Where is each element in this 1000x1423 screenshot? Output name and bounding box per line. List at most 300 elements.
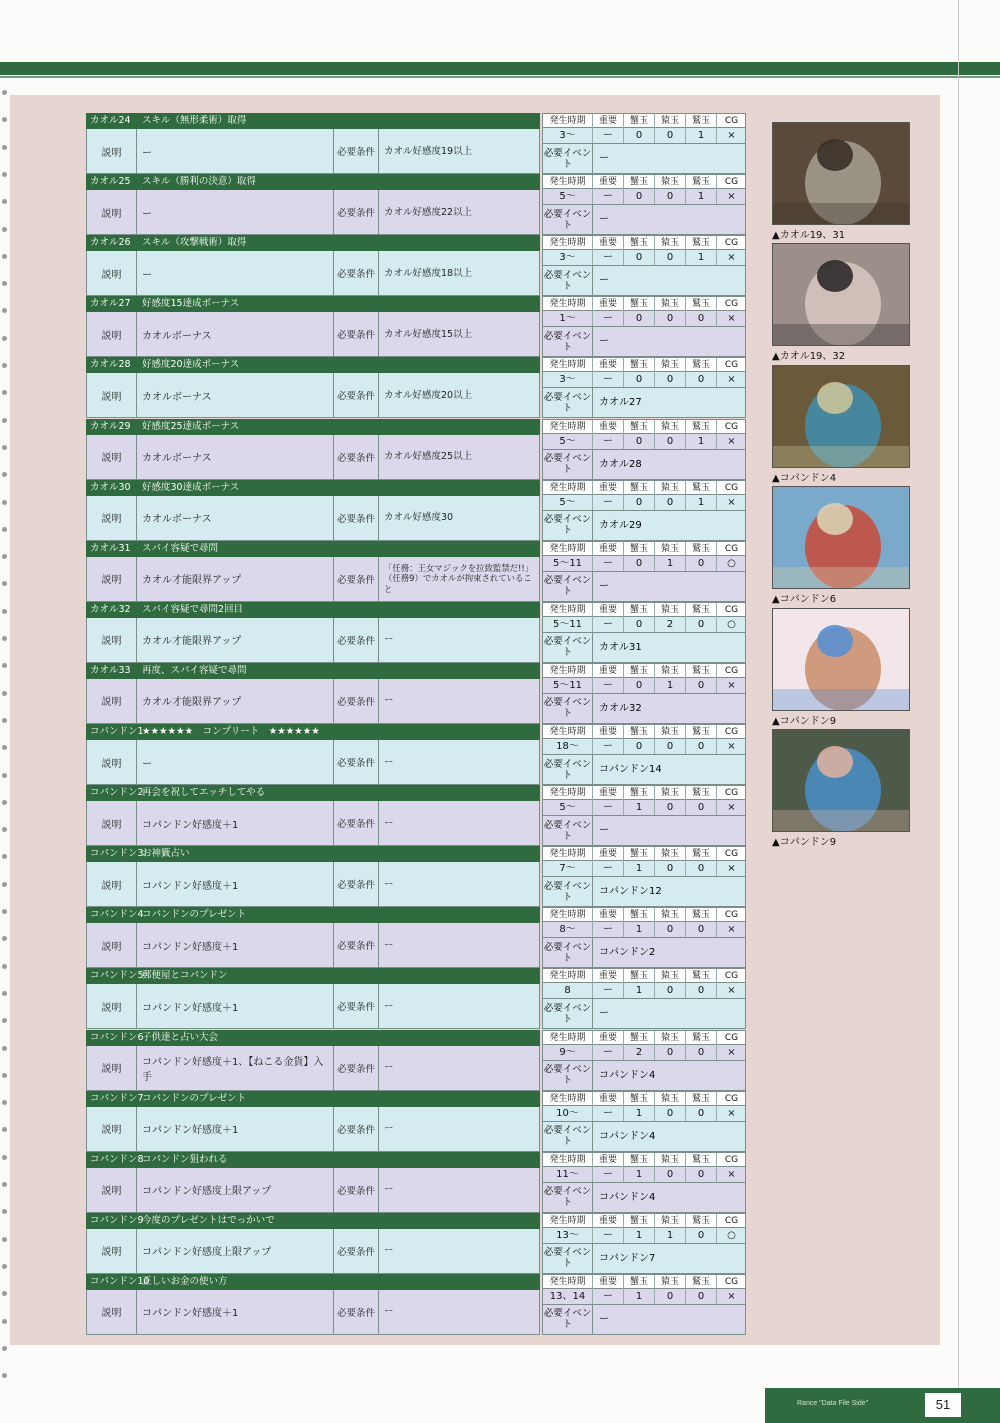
stat-header: 重要 xyxy=(593,664,624,678)
binding-hole xyxy=(2,1155,7,1160)
event-title: 好感度15達成ボーナス xyxy=(142,298,240,310)
event-id: コパンドン5 xyxy=(90,970,144,982)
event-header xyxy=(86,907,540,923)
stat-eagle: 0 xyxy=(686,311,717,326)
event-stats xyxy=(542,419,746,480)
requirement-value: ー xyxy=(384,878,394,890)
event-title: 郵便屋とコパンドン xyxy=(142,970,228,982)
stat-eagle: 0 xyxy=(686,617,717,632)
stat-time: 7～ xyxy=(543,861,593,876)
required-event-value: カオル31 xyxy=(599,641,642,653)
event-title: 再度、スパイ容疑で尋問 xyxy=(142,664,247,676)
event-header xyxy=(86,968,540,984)
stat-header: 発生時期 xyxy=(543,847,593,861)
stat-imp: ー xyxy=(593,1167,624,1182)
stat-header: 重要 xyxy=(593,1275,624,1289)
stat-header: 重要 xyxy=(593,542,624,556)
required-event-value: コパンドン2 xyxy=(599,947,656,959)
stat-value-row xyxy=(542,556,746,572)
required-event-row xyxy=(542,877,746,907)
stat-time: 3～ xyxy=(543,250,593,265)
required-event-value: ー xyxy=(599,825,609,837)
event-title: スキル（無形柔術）取得 xyxy=(142,115,247,126)
event-body xyxy=(86,618,540,663)
event-header xyxy=(86,1091,540,1107)
description-label: 説明 xyxy=(87,679,137,723)
stat-header: 蟹玉 xyxy=(624,420,655,434)
required-event-row xyxy=(542,511,746,541)
stat-monkey: 0 xyxy=(655,983,686,998)
required-event-row xyxy=(542,938,746,968)
description-value: ー xyxy=(137,129,334,173)
required-event-value: コパンドン7 xyxy=(599,1252,656,1264)
thumbnail-image xyxy=(773,730,910,832)
stat-imp: ー xyxy=(593,1289,624,1304)
description-value: コパンドン好感度上限アップ xyxy=(137,1168,334,1212)
description-value: コパンドン好感度＋1、【ねこる金貨】入手 xyxy=(137,1046,334,1090)
requirement-label: 必要条件 xyxy=(334,862,379,906)
required-event-row xyxy=(542,144,746,174)
stat-monkey: 0 xyxy=(655,922,686,937)
requirement-label: 必要条件 xyxy=(334,129,379,173)
screenshot-thumbnail xyxy=(772,122,910,225)
description-value: コパンドン好感度上限アップ xyxy=(137,1229,334,1273)
stat-imp: ー xyxy=(593,983,624,998)
stat-imp: ー xyxy=(593,861,624,876)
stat-header: 鷲玉 xyxy=(686,847,717,861)
thumbnail-caption: ▲コパンドン9 xyxy=(772,837,837,848)
stat-header: 猿玉 xyxy=(655,114,686,128)
stat-time: 5～ xyxy=(543,434,593,449)
thumbnail-image xyxy=(773,244,910,346)
event-row xyxy=(86,724,746,785)
stat-eagle: 0 xyxy=(686,678,717,693)
page-number: 51 xyxy=(925,1393,961,1417)
stat-header: 蟹玉 xyxy=(624,1092,655,1106)
required-event-row xyxy=(542,816,746,846)
stat-cg: × xyxy=(727,802,736,814)
stat-monkey: 0 xyxy=(655,250,686,265)
thumbnail-caption: ▲コパンドン4 xyxy=(772,472,837,484)
stat-cg: ○ xyxy=(727,618,736,630)
stat-header: 重要 xyxy=(593,420,624,434)
description-value: カオル才能限界アップ xyxy=(137,618,334,662)
stat-header: 重要 xyxy=(593,725,624,739)
stat-monkey: 1 xyxy=(655,1228,686,1243)
requirement-value: ー xyxy=(384,634,394,646)
stat-header: 蟹玉 xyxy=(624,603,655,617)
requirement-value: ー xyxy=(384,1000,394,1012)
binding-hole xyxy=(2,745,7,750)
stat-cg: × xyxy=(727,130,736,141)
description-label: 説明 xyxy=(87,435,137,479)
event-header xyxy=(86,663,540,679)
binding-hole xyxy=(2,1373,7,1378)
binding-hole xyxy=(2,964,7,969)
stat-cg: × xyxy=(727,313,736,325)
stat-crab: 0 xyxy=(624,556,655,571)
event-body xyxy=(86,923,540,968)
event-stats xyxy=(542,785,746,846)
stat-crab: 1 xyxy=(624,1228,655,1243)
event-title: ★★★★★★ コンプリート ★★★★★★ xyxy=(142,726,320,737)
event-body xyxy=(86,740,540,785)
stat-header: 発生時期 xyxy=(543,175,593,189)
requirement-value: ー xyxy=(384,1245,394,1257)
event-stats xyxy=(542,1213,746,1274)
stat-value-row xyxy=(542,1167,746,1183)
stat-header: 重要 xyxy=(593,175,624,189)
stat-imp: ー xyxy=(593,128,624,143)
stat-header: 鷲玉 xyxy=(686,236,717,250)
binding-hole xyxy=(2,663,7,668)
event-stats xyxy=(542,296,746,357)
stat-header: 鷲玉 xyxy=(686,664,717,678)
event-body xyxy=(86,190,540,235)
requirement-label: 必要条件 xyxy=(334,679,379,723)
binding-hole xyxy=(2,854,7,859)
description-value: カオルボーナス xyxy=(137,373,334,417)
stat-eagle: 0 xyxy=(686,1167,717,1182)
stat-imp: ー xyxy=(593,739,624,754)
stat-imp: ー xyxy=(593,617,624,632)
stat-header: 鷲玉 xyxy=(686,1153,717,1167)
stat-header: 発生時期 xyxy=(543,420,593,434)
event-header xyxy=(86,785,540,801)
event-row xyxy=(86,602,746,663)
right-margin-rule xyxy=(958,0,959,1423)
binding-hole xyxy=(2,418,7,423)
event-header xyxy=(86,296,540,312)
stat-value-row xyxy=(542,189,746,205)
stat-cg: × xyxy=(727,1168,736,1180)
event-row xyxy=(86,785,746,846)
event-id: カオル33 xyxy=(90,664,131,676)
event-stats xyxy=(542,968,746,1029)
description-value: ー xyxy=(137,190,334,234)
stat-header-row xyxy=(542,357,746,372)
binding-hole xyxy=(2,336,7,341)
binding-hole xyxy=(2,882,7,887)
stat-imp: ー xyxy=(593,434,624,449)
required-event-label: 必要イベント xyxy=(543,999,593,1028)
event-id: カオル32 xyxy=(90,603,131,615)
requirement-label: 必要条件 xyxy=(334,1046,379,1090)
required-event-row xyxy=(542,755,746,785)
required-event-value: ー xyxy=(599,580,609,592)
stat-header: 発生時期 xyxy=(543,542,593,556)
event-id: コパンドン10 xyxy=(90,1275,150,1287)
binding-hole xyxy=(2,936,7,941)
stat-value-row xyxy=(542,128,746,144)
stat-imp: ー xyxy=(593,250,624,265)
event-row xyxy=(86,357,746,418)
requirement-label: 必要条件 xyxy=(334,251,379,295)
stat-header: 猿玉 xyxy=(655,786,686,800)
thumbnail-image xyxy=(773,609,910,711)
event-id: カオル30 xyxy=(90,481,131,493)
event-id: コパンドン3 xyxy=(90,848,144,860)
event-id: カオル24 xyxy=(90,115,131,126)
stat-imp: ー xyxy=(593,495,624,510)
stat-header: 鷲玉 xyxy=(686,175,717,189)
stat-eagle: 1 xyxy=(686,189,717,204)
stat-value-row xyxy=(542,1289,746,1305)
stat-header-row xyxy=(542,907,746,922)
event-row xyxy=(86,480,746,541)
stat-value-row xyxy=(542,983,746,999)
event-body xyxy=(86,251,540,296)
requirement-value: ー xyxy=(384,817,394,829)
stat-crab: 0 xyxy=(624,372,655,387)
description-label: 説明 xyxy=(87,373,137,417)
stat-header: 蟹玉 xyxy=(624,114,655,128)
stat-value-row xyxy=(542,1106,746,1122)
stat-crab: 0 xyxy=(624,189,655,204)
stat-header: 猿玉 xyxy=(655,1092,686,1106)
binding-hole xyxy=(2,636,7,641)
stat-cg: × xyxy=(727,1046,736,1058)
binding-hole xyxy=(2,718,7,723)
binding-hole xyxy=(2,1237,7,1242)
stat-cg: × xyxy=(727,924,736,936)
stat-header: 発生時期 xyxy=(543,297,593,311)
stat-header: 猿玉 xyxy=(655,603,686,617)
binding-holes xyxy=(2,90,8,1390)
stat-header: 鷲玉 xyxy=(686,420,717,434)
thumbnail-image xyxy=(773,366,910,468)
requirement-value: ー xyxy=(384,939,394,951)
binding-hole xyxy=(2,527,7,532)
event-body xyxy=(86,862,540,907)
stat-time: 5～11 xyxy=(543,617,593,632)
event-header xyxy=(86,174,540,190)
event-body xyxy=(86,1168,540,1213)
description-value: カオル才能限界アップ xyxy=(137,679,334,723)
stat-header: 発生時期 xyxy=(543,481,593,495)
requirement-value: 「任務：王女マジックを拉致監禁だ!!」（任務9）でカオルが拘束されていること xyxy=(384,562,534,594)
thumbnail-caption: ▲コパンドン6 xyxy=(772,594,837,606)
binding-hole xyxy=(2,1319,7,1324)
stat-crab: 1 xyxy=(624,922,655,937)
event-id: コパンドン6 xyxy=(90,1031,144,1043)
stat-header: 重要 xyxy=(593,603,624,617)
event-id: カオル29 xyxy=(90,420,131,432)
event-title: コパンドンのプレゼント xyxy=(142,909,247,921)
stat-header: 鷲玉 xyxy=(686,542,717,556)
requirement-value: ー xyxy=(384,1062,394,1073)
binding-hole xyxy=(2,1291,7,1296)
stat-header: 重要 xyxy=(593,297,624,311)
stat-eagle: 0 xyxy=(686,922,717,937)
stat-cg: × xyxy=(727,191,736,203)
stat-time: 13～ xyxy=(543,1228,593,1243)
binding-hole xyxy=(2,90,7,95)
stat-header: CG xyxy=(724,1154,739,1165)
stat-header-row xyxy=(542,1091,746,1106)
event-id: コパンドン4 xyxy=(90,909,144,921)
stat-header: 発生時期 xyxy=(543,1153,593,1167)
required-event-row xyxy=(542,1122,746,1152)
stat-cg: × xyxy=(727,496,736,508)
required-event-row xyxy=(542,266,746,296)
event-id: コパンドン9 xyxy=(90,1214,144,1226)
stat-imp: ー xyxy=(593,1228,624,1243)
stat-crab: 0 xyxy=(624,739,655,754)
stat-crab: 2 xyxy=(624,1045,655,1060)
stat-time: 3～ xyxy=(543,372,593,387)
stat-header: 猿玉 xyxy=(655,297,686,311)
requirement-value: カオル好感度25以上 xyxy=(384,451,473,462)
stat-crab: 0 xyxy=(624,311,655,326)
stat-header-row xyxy=(542,419,746,434)
event-header xyxy=(86,480,540,496)
description-label: 説明 xyxy=(87,1290,137,1334)
required-event-value: ー xyxy=(599,275,609,287)
stat-crab: 0 xyxy=(624,434,655,449)
required-event-label: 必要イベント xyxy=(543,266,593,295)
stat-header: 蟹玉 xyxy=(624,969,655,983)
binding-hole xyxy=(2,609,7,614)
required-event-label: 必要イベント xyxy=(543,755,593,784)
stat-header-row xyxy=(542,724,746,739)
required-event-value: コパンドン4 xyxy=(599,1191,656,1203)
top-band xyxy=(0,62,1000,75)
stat-header-row xyxy=(542,846,746,861)
stat-header: 猿玉 xyxy=(655,664,686,678)
stat-header: CG xyxy=(724,604,739,615)
event-body xyxy=(86,129,540,174)
stat-time: 18～ xyxy=(543,739,593,754)
stat-header: CG xyxy=(724,1032,739,1043)
thumbnail-caption: ▲カオル19、32 xyxy=(772,351,846,363)
requirement-label: 必要条件 xyxy=(334,312,379,356)
requirement-value: カオル好感度18以上 xyxy=(384,267,473,279)
event-id: コパンドン2 xyxy=(90,787,144,799)
stat-header-row xyxy=(542,968,746,983)
stat-header: 重要 xyxy=(593,358,624,372)
event-stats xyxy=(542,846,746,907)
required-event-label: 必要イベント xyxy=(543,327,593,356)
stat-crab: 0 xyxy=(624,617,655,632)
stat-header: 鷲玉 xyxy=(686,725,717,739)
stat-header: 発生時期 xyxy=(543,969,593,983)
binding-hole xyxy=(2,254,7,259)
stat-header: 重要 xyxy=(593,236,624,250)
stat-header: 鷲玉 xyxy=(686,358,717,372)
description-label: 説明 xyxy=(87,496,137,540)
stat-header: 重要 xyxy=(593,847,624,861)
stat-eagle: 0 xyxy=(686,800,717,815)
event-id: カオル26 xyxy=(90,237,131,249)
stat-monkey: 2 xyxy=(655,617,686,632)
binding-hole xyxy=(2,991,7,996)
event-title: スパイ容疑で尋問 xyxy=(142,542,219,554)
description-value: カオル才能限界アップ xyxy=(137,557,334,601)
stat-header-row xyxy=(542,174,746,189)
stat-header-row xyxy=(542,480,746,495)
stat-monkey: 0 xyxy=(655,434,686,449)
stat-header: 蟹玉 xyxy=(624,175,655,189)
event-title: 好感度25達成ボーナス xyxy=(142,420,240,432)
event-stats xyxy=(542,357,746,418)
event-stats xyxy=(542,602,746,663)
stat-header: CG xyxy=(724,421,739,432)
required-event-value: ー xyxy=(599,1008,609,1020)
event-header xyxy=(86,1030,540,1046)
stat-crab: 1 xyxy=(624,983,655,998)
description-label: 説明 xyxy=(87,984,137,1028)
stat-time: 9～ xyxy=(543,1045,593,1060)
binding-hole xyxy=(2,554,7,559)
event-row xyxy=(86,968,746,1029)
event-row xyxy=(86,1091,746,1152)
requirement-label: 必要条件 xyxy=(334,984,379,1028)
stat-cg: × xyxy=(727,435,736,447)
description-value: カオルボーナス xyxy=(137,435,334,479)
event-stats xyxy=(542,235,746,296)
requirement-label: 必要条件 xyxy=(334,496,379,540)
stat-imp: ー xyxy=(593,922,624,937)
stat-header: 猿玉 xyxy=(655,358,686,372)
stat-header: 蟹玉 xyxy=(624,664,655,678)
stat-header: 猿玉 xyxy=(655,542,686,556)
stat-header: CG xyxy=(724,788,739,799)
required-event-row xyxy=(542,694,746,724)
stat-header: 発生時期 xyxy=(543,114,593,128)
event-header xyxy=(86,357,540,373)
stat-header: 発生時期 xyxy=(543,1031,593,1045)
event-row xyxy=(86,1030,746,1091)
stat-time: 8 xyxy=(543,983,593,998)
stat-header: 猿玉 xyxy=(655,908,686,922)
binding-hole xyxy=(2,1209,7,1214)
required-event-row xyxy=(542,1305,746,1335)
event-row xyxy=(86,235,746,296)
requirement-value: カオル好感度15以上 xyxy=(384,328,473,340)
event-stats xyxy=(542,907,746,968)
binding-hole xyxy=(2,227,7,232)
event-header xyxy=(86,235,540,251)
event-title: 正しいお金の使い方 xyxy=(142,1275,228,1287)
required-event-row xyxy=(542,205,746,235)
event-title: 好感度30達成ボーナス xyxy=(142,481,240,493)
stat-time: 13、14 xyxy=(543,1289,593,1304)
stat-header: 蟹玉 xyxy=(624,236,655,250)
description-label: 説明 xyxy=(87,1107,137,1151)
stat-header: 発生時期 xyxy=(543,1214,593,1228)
stat-header: 猿玉 xyxy=(655,175,686,189)
binding-hole xyxy=(2,145,7,150)
required-event-label: 必要イベント xyxy=(543,1061,593,1090)
stat-header: 発生時期 xyxy=(543,1275,593,1289)
binding-hole xyxy=(2,1046,7,1051)
stat-header: CG xyxy=(724,360,739,371)
stat-header: 蟹玉 xyxy=(624,358,655,372)
required-event-row xyxy=(542,1183,746,1213)
event-id: コパンドン7 xyxy=(90,1092,144,1104)
event-header xyxy=(86,541,540,557)
description-value: コパンドン好感度＋1 xyxy=(137,923,334,967)
stat-imp: ー xyxy=(593,1045,624,1060)
stat-header: 蟹玉 xyxy=(624,1153,655,1167)
thumbnail-caption: ▲コパンドン9 xyxy=(772,715,837,727)
stat-header: 蟹玉 xyxy=(624,1214,655,1228)
description-label: 説明 xyxy=(87,618,137,662)
stat-header: 発生時期 xyxy=(543,358,593,372)
stat-header: 重要 xyxy=(593,1092,624,1106)
binding-hole xyxy=(2,1182,7,1187)
